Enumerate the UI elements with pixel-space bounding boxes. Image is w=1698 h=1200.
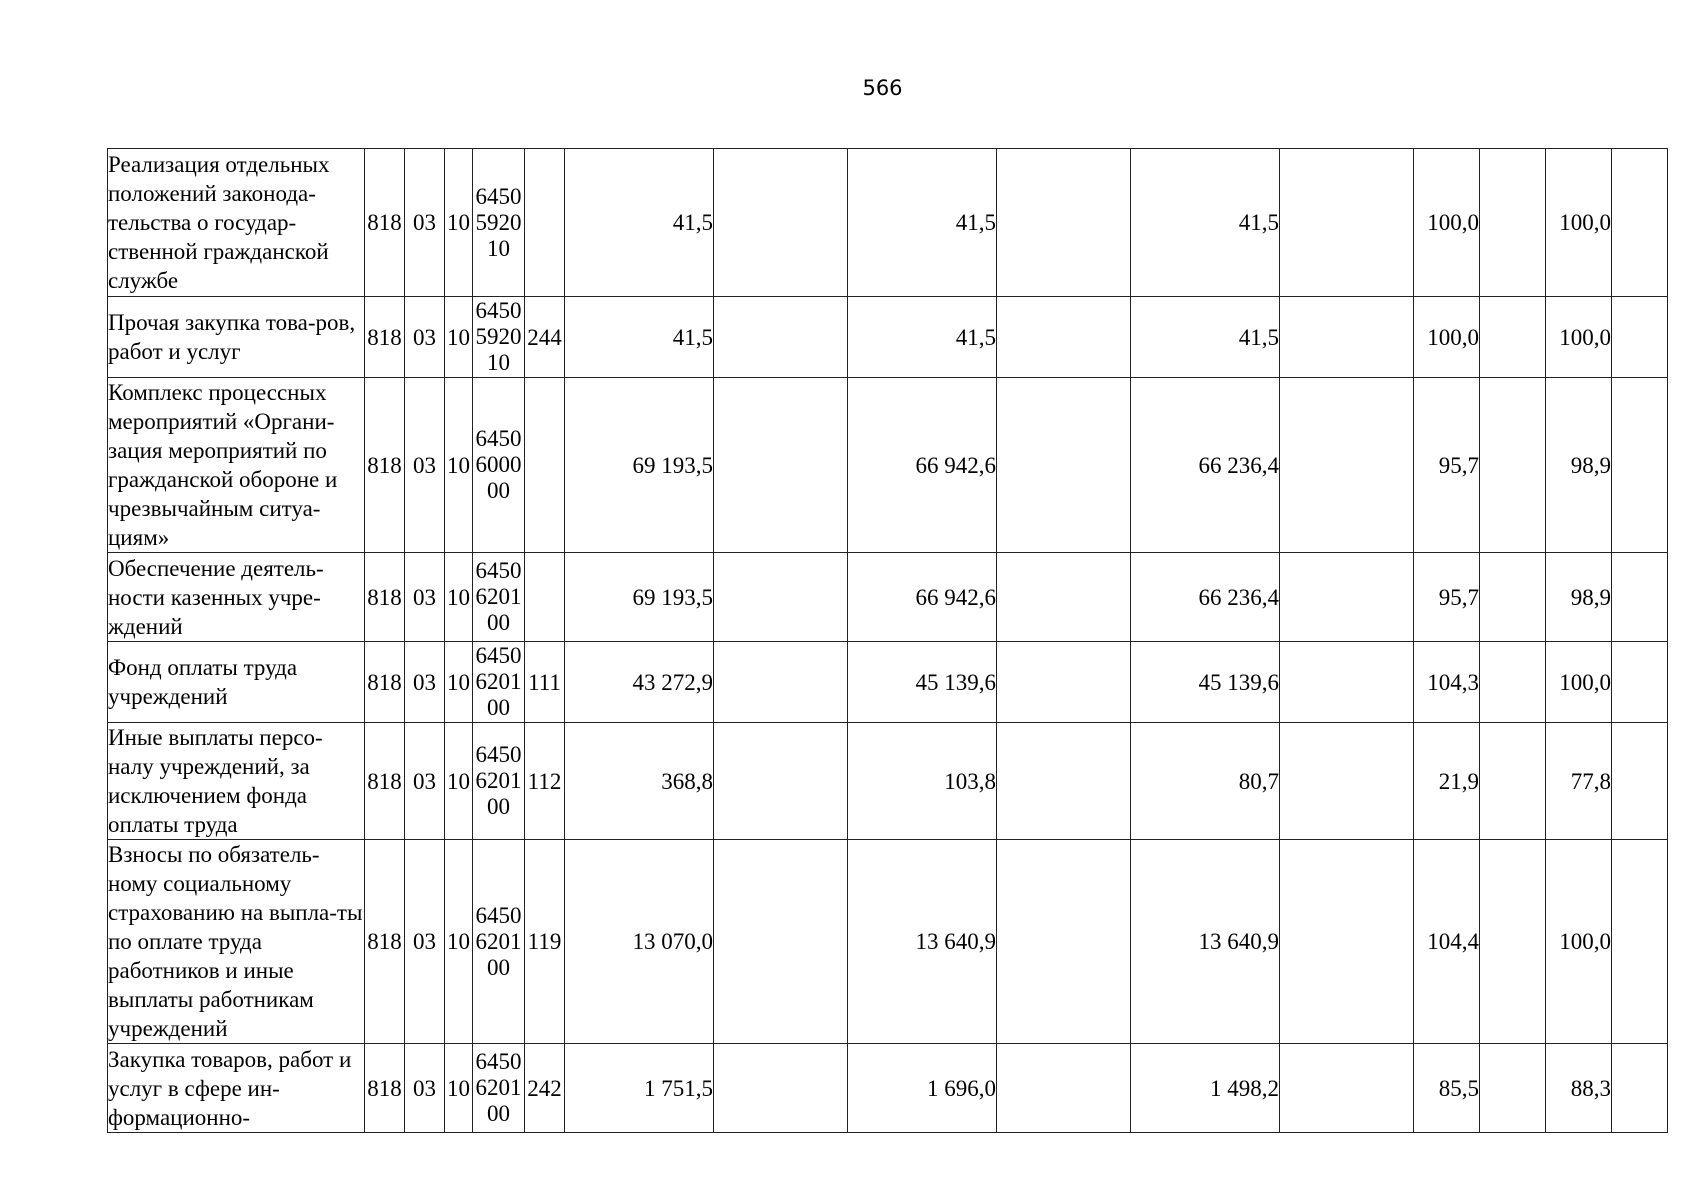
- empty-cell: [1280, 723, 1414, 840]
- value-3: 80,7: [1131, 723, 1280, 840]
- section-code: 03: [405, 723, 445, 840]
- percent-2: 98,9: [1546, 378, 1612, 553]
- percent-1: 21,9: [1414, 723, 1480, 840]
- row-name: Закупка товаров, работ и услуг в сфере ин-формационно-: [108, 1044, 365, 1133]
- table-row: [108, 642, 1668, 723]
- empty-cell: [997, 553, 1131, 642]
- target-article-code: [473, 297, 525, 378]
- percent-1: 100,0: [1414, 297, 1480, 378]
- empty-cell: [1612, 553, 1668, 642]
- percent-1: 104,4: [1414, 840, 1480, 1044]
- empty-cell: [1612, 642, 1668, 723]
- target-article-code-part: 00: [487, 954, 510, 980]
- percent-2: 88,3: [1546, 1044, 1612, 1133]
- percent-2: 100,0: [1546, 840, 1612, 1044]
- empty-cell: [1480, 297, 1546, 378]
- empty-cell: [1480, 378, 1546, 553]
- value-1: 368,8: [565, 723, 714, 840]
- target-article-code-part: 6201: [475, 768, 522, 793]
- value-3: 13 640,9: [1131, 840, 1280, 1044]
- value-1: 69 193,5: [565, 378, 714, 553]
- empty-cell: [1280, 149, 1414, 297]
- grbs-code: 818: [365, 840, 405, 1044]
- expense-type-code: 111: [525, 642, 565, 723]
- section-code: 03: [405, 297, 445, 378]
- value-3: 41,5: [1131, 149, 1280, 297]
- expense-type-code: [525, 378, 565, 553]
- empty-cell: [1612, 723, 1668, 840]
- subsection-code: 10: [445, 378, 473, 553]
- percent-2: 100,0: [1546, 149, 1612, 297]
- percent-2: 77,8: [1546, 723, 1612, 840]
- empty-cell: [1280, 1044, 1414, 1133]
- row-name: Фонд оплаты труда учреждений: [108, 642, 365, 723]
- percent-2: 100,0: [1546, 642, 1612, 723]
- table-row: [108, 723, 1668, 840]
- row-name: Прочая закупка това-ров, работ и услуг: [108, 297, 365, 378]
- section-code: 03: [405, 1044, 445, 1133]
- table-row: [108, 840, 1668, 1044]
- target-article-code: [473, 840, 525, 1044]
- value-1: 69 193,5: [565, 553, 714, 642]
- empty-cell: [714, 553, 848, 642]
- empty-cell: [714, 723, 848, 840]
- grbs-code: 818: [365, 642, 405, 723]
- value-1: 41,5: [565, 297, 714, 378]
- table-row: [108, 297, 1668, 378]
- target-article-code-part: 5920: [475, 324, 522, 349]
- empty-cell: [714, 1044, 848, 1133]
- expense-type-code: 244: [525, 297, 565, 378]
- empty-cell: [1480, 840, 1546, 1044]
- percent-2: 98,9: [1546, 553, 1612, 642]
- empty-cell: [997, 642, 1131, 723]
- target-article-code-part: 6201: [475, 669, 522, 694]
- percent-1: 100,0: [1414, 149, 1480, 297]
- target-article-code-part: 10: [487, 350, 510, 375]
- target-article-code-part: 00: [487, 695, 510, 720]
- budget-table: [107, 148, 1668, 1133]
- section-code: 03: [405, 378, 445, 553]
- target-article-code-part: 00: [487, 794, 510, 819]
- target-article-code-part: 6450: [475, 558, 522, 583]
- table-row: [108, 378, 1668, 553]
- subsection-code: 10: [445, 840, 473, 1044]
- empty-cell: [1280, 553, 1414, 642]
- empty-cell: [1480, 642, 1546, 723]
- expense-type-code: 112: [525, 723, 565, 840]
- row-name: Реализация отдельных положений законода-тельства о государ-ственной гражданской службе: [108, 149, 365, 297]
- grbs-code: 818: [365, 723, 405, 840]
- value-3: 66 236,4: [1131, 553, 1280, 642]
- target-article-code-part: 6450: [475, 183, 522, 209]
- empty-cell: [1612, 378, 1668, 553]
- empty-cell: [1280, 642, 1414, 723]
- subsection-code: 10: [445, 553, 473, 642]
- row-name: Иные выплаты персо-налу учреждений, за исключением фонда оплаты труда: [108, 723, 365, 840]
- grbs-code: 818: [365, 1044, 405, 1133]
- empty-cell: [1612, 1044, 1668, 1133]
- target-article-code-part: 00: [487, 1101, 510, 1126]
- target-article-code-part: 6450: [475, 1049, 522, 1074]
- empty-cell: [997, 297, 1131, 378]
- value-2: 1 696,0: [848, 1044, 997, 1133]
- empty-cell: [714, 642, 848, 723]
- empty-cell: [997, 1044, 1131, 1133]
- percent-2: 100,0: [1546, 297, 1612, 378]
- grbs-code: 818: [365, 297, 405, 378]
- empty-cell: [1480, 553, 1546, 642]
- value-2: 41,5: [848, 297, 997, 378]
- empty-cell: [714, 378, 848, 553]
- target-article-code-part: 6450: [475, 298, 522, 323]
- table-row: [108, 149, 1668, 297]
- section-code: 03: [405, 553, 445, 642]
- percent-1: 95,7: [1414, 378, 1480, 553]
- empty-cell: [714, 840, 848, 1044]
- value-1: 43 272,9: [565, 642, 714, 723]
- percent-1: 104,3: [1414, 642, 1480, 723]
- target-article-code-part: 6450: [475, 902, 522, 928]
- expense-type-code: 242: [525, 1044, 565, 1133]
- empty-cell: [1612, 149, 1668, 297]
- empty-cell: [997, 840, 1131, 1044]
- section-code: 03: [405, 642, 445, 723]
- target-article-code: [473, 149, 525, 297]
- subsection-code: 10: [445, 149, 473, 297]
- value-2: 66 942,6: [848, 553, 997, 642]
- subsection-code: 10: [445, 1044, 473, 1133]
- target-article-code-part: 00: [487, 610, 510, 635]
- empty-cell: [997, 378, 1131, 553]
- expense-type-code: [525, 149, 565, 297]
- table-row: [108, 1044, 1668, 1133]
- section-code: 03: [405, 840, 445, 1044]
- value-2: 66 942,6: [848, 378, 997, 553]
- value-1: 13 070,0: [565, 840, 714, 1044]
- expense-type-code: [525, 553, 565, 642]
- row-name: Взносы по обязатель-ному социальному страхованию на выпла-ты по оплате труда работников и иные выплаты работникам учреждений: [108, 840, 365, 1044]
- value-3: 45 139,6: [1131, 642, 1280, 723]
- value-3: 1 498,2: [1131, 1044, 1280, 1133]
- percent-1: 95,7: [1414, 553, 1480, 642]
- empty-cell: [1480, 1044, 1546, 1133]
- empty-cell: [997, 723, 1131, 840]
- value-2: 13 640,9: [848, 840, 997, 1044]
- target-article-code-part: 6450: [475, 643, 522, 668]
- target-article-code-part: 5920: [475, 209, 522, 235]
- target-article-code-part: 6201: [475, 928, 522, 954]
- value-3: 41,5: [1131, 297, 1280, 378]
- expense-type-code: 119: [525, 840, 565, 1044]
- percent-1: 85,5: [1414, 1044, 1480, 1133]
- row-name: Обеспечение деятель-ности казенных учре-ждений: [108, 553, 365, 642]
- page-number: 566: [862, 76, 903, 100]
- subsection-code: 10: [445, 723, 473, 840]
- empty-cell: [1480, 723, 1546, 840]
- empty-cell: [1280, 378, 1414, 553]
- target-article-code: [473, 1044, 525, 1133]
- subsection-code: 10: [445, 297, 473, 378]
- grbs-code: 818: [365, 553, 405, 642]
- empty-cell: [997, 149, 1131, 297]
- value-2: 41,5: [848, 149, 997, 297]
- empty-cell: [1280, 840, 1414, 1044]
- row-name: Комплекс процессных мероприятий «Органи-зация мероприятий по гражданской обороне и чрезвычайным ситуа-циям»: [108, 378, 365, 553]
- empty-cell: [714, 297, 848, 378]
- value-1: 41,5: [565, 149, 714, 297]
- target-article-code-part: 6201: [475, 1075, 522, 1100]
- target-article-code: [473, 378, 525, 553]
- target-article-code-part: 6450: [475, 742, 522, 767]
- table-row: [108, 553, 1668, 642]
- target-article-code-part: 10: [487, 235, 510, 261]
- value-2: 103,8: [848, 723, 997, 840]
- empty-cell: [1480, 149, 1546, 297]
- target-article-code-part: 6450: [475, 426, 522, 451]
- value-2: 45 139,6: [848, 642, 997, 723]
- target-article-code: [473, 723, 525, 840]
- target-article-code: [473, 642, 525, 723]
- section-code: 03: [405, 149, 445, 297]
- target-article-code-part: 6201: [475, 584, 522, 609]
- target-article-code-part: 6000: [475, 452, 522, 477]
- empty-cell: [714, 149, 848, 297]
- value-3: 66 236,4: [1131, 378, 1280, 553]
- target-article-code: [473, 553, 525, 642]
- empty-cell: [1280, 297, 1414, 378]
- value-1: 1 751,5: [565, 1044, 714, 1133]
- empty-cell: [1612, 840, 1668, 1044]
- grbs-code: 818: [365, 378, 405, 553]
- target-article-code-part: 00: [487, 478, 510, 503]
- grbs-code: 818: [365, 149, 405, 297]
- empty-cell: [1612, 297, 1668, 378]
- subsection-code: 10: [445, 642, 473, 723]
